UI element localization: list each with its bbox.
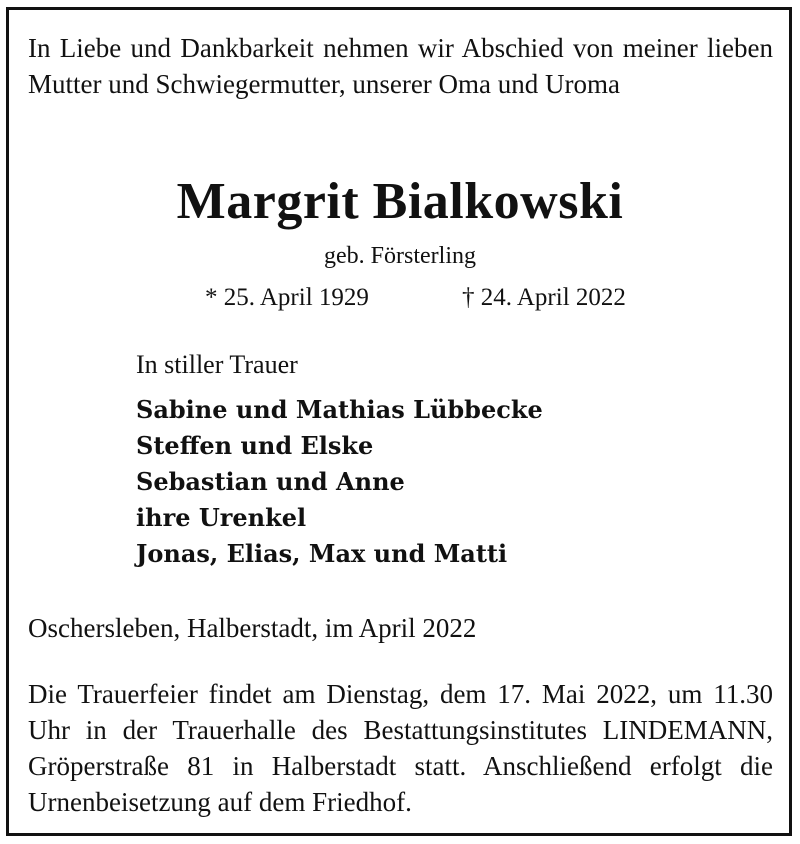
mourning-line: In stiller Trauer [136,350,298,379]
family-list [136,392,543,572]
family-member: Jonas, Elias, Max und Matti [136,539,508,568]
family-member: Steffen und Elske [136,431,374,460]
place-date: Oschersleben, Halberstadt, im April 2022 [28,613,477,643]
family-member: ihre Urenkel [136,503,307,532]
birth-date: * 25. April 1929 [205,284,369,311]
family-member: Sebastian und Anne [136,467,405,496]
born-name: geb. Försterling [324,243,476,269]
funeral-info: Die Trauerfeier findet am Dienstag, dem 17. Mai 2022, um 11.30 Uhr in der Trauerhalle des Bestattungsinstitutes LINDEMANN, Gröperstraße 81 in Halberstadt statt. Anschließend erfolgt die Urnenbeisetzung auf dem Friedhof. [28,679,773,817]
family-member: Sabine und Mathias Lübbecke [136,395,543,424]
death-date: † 24. April 2022 [462,284,626,311]
deceased-name: Margrit Bialkowski [176,173,624,230]
intro-text: In Liebe und Dankbarkeit nehmen wir Abschied von meiner lieben Mutter und Schwiegermutter, unserer Oma und Uroma [28,33,773,99]
